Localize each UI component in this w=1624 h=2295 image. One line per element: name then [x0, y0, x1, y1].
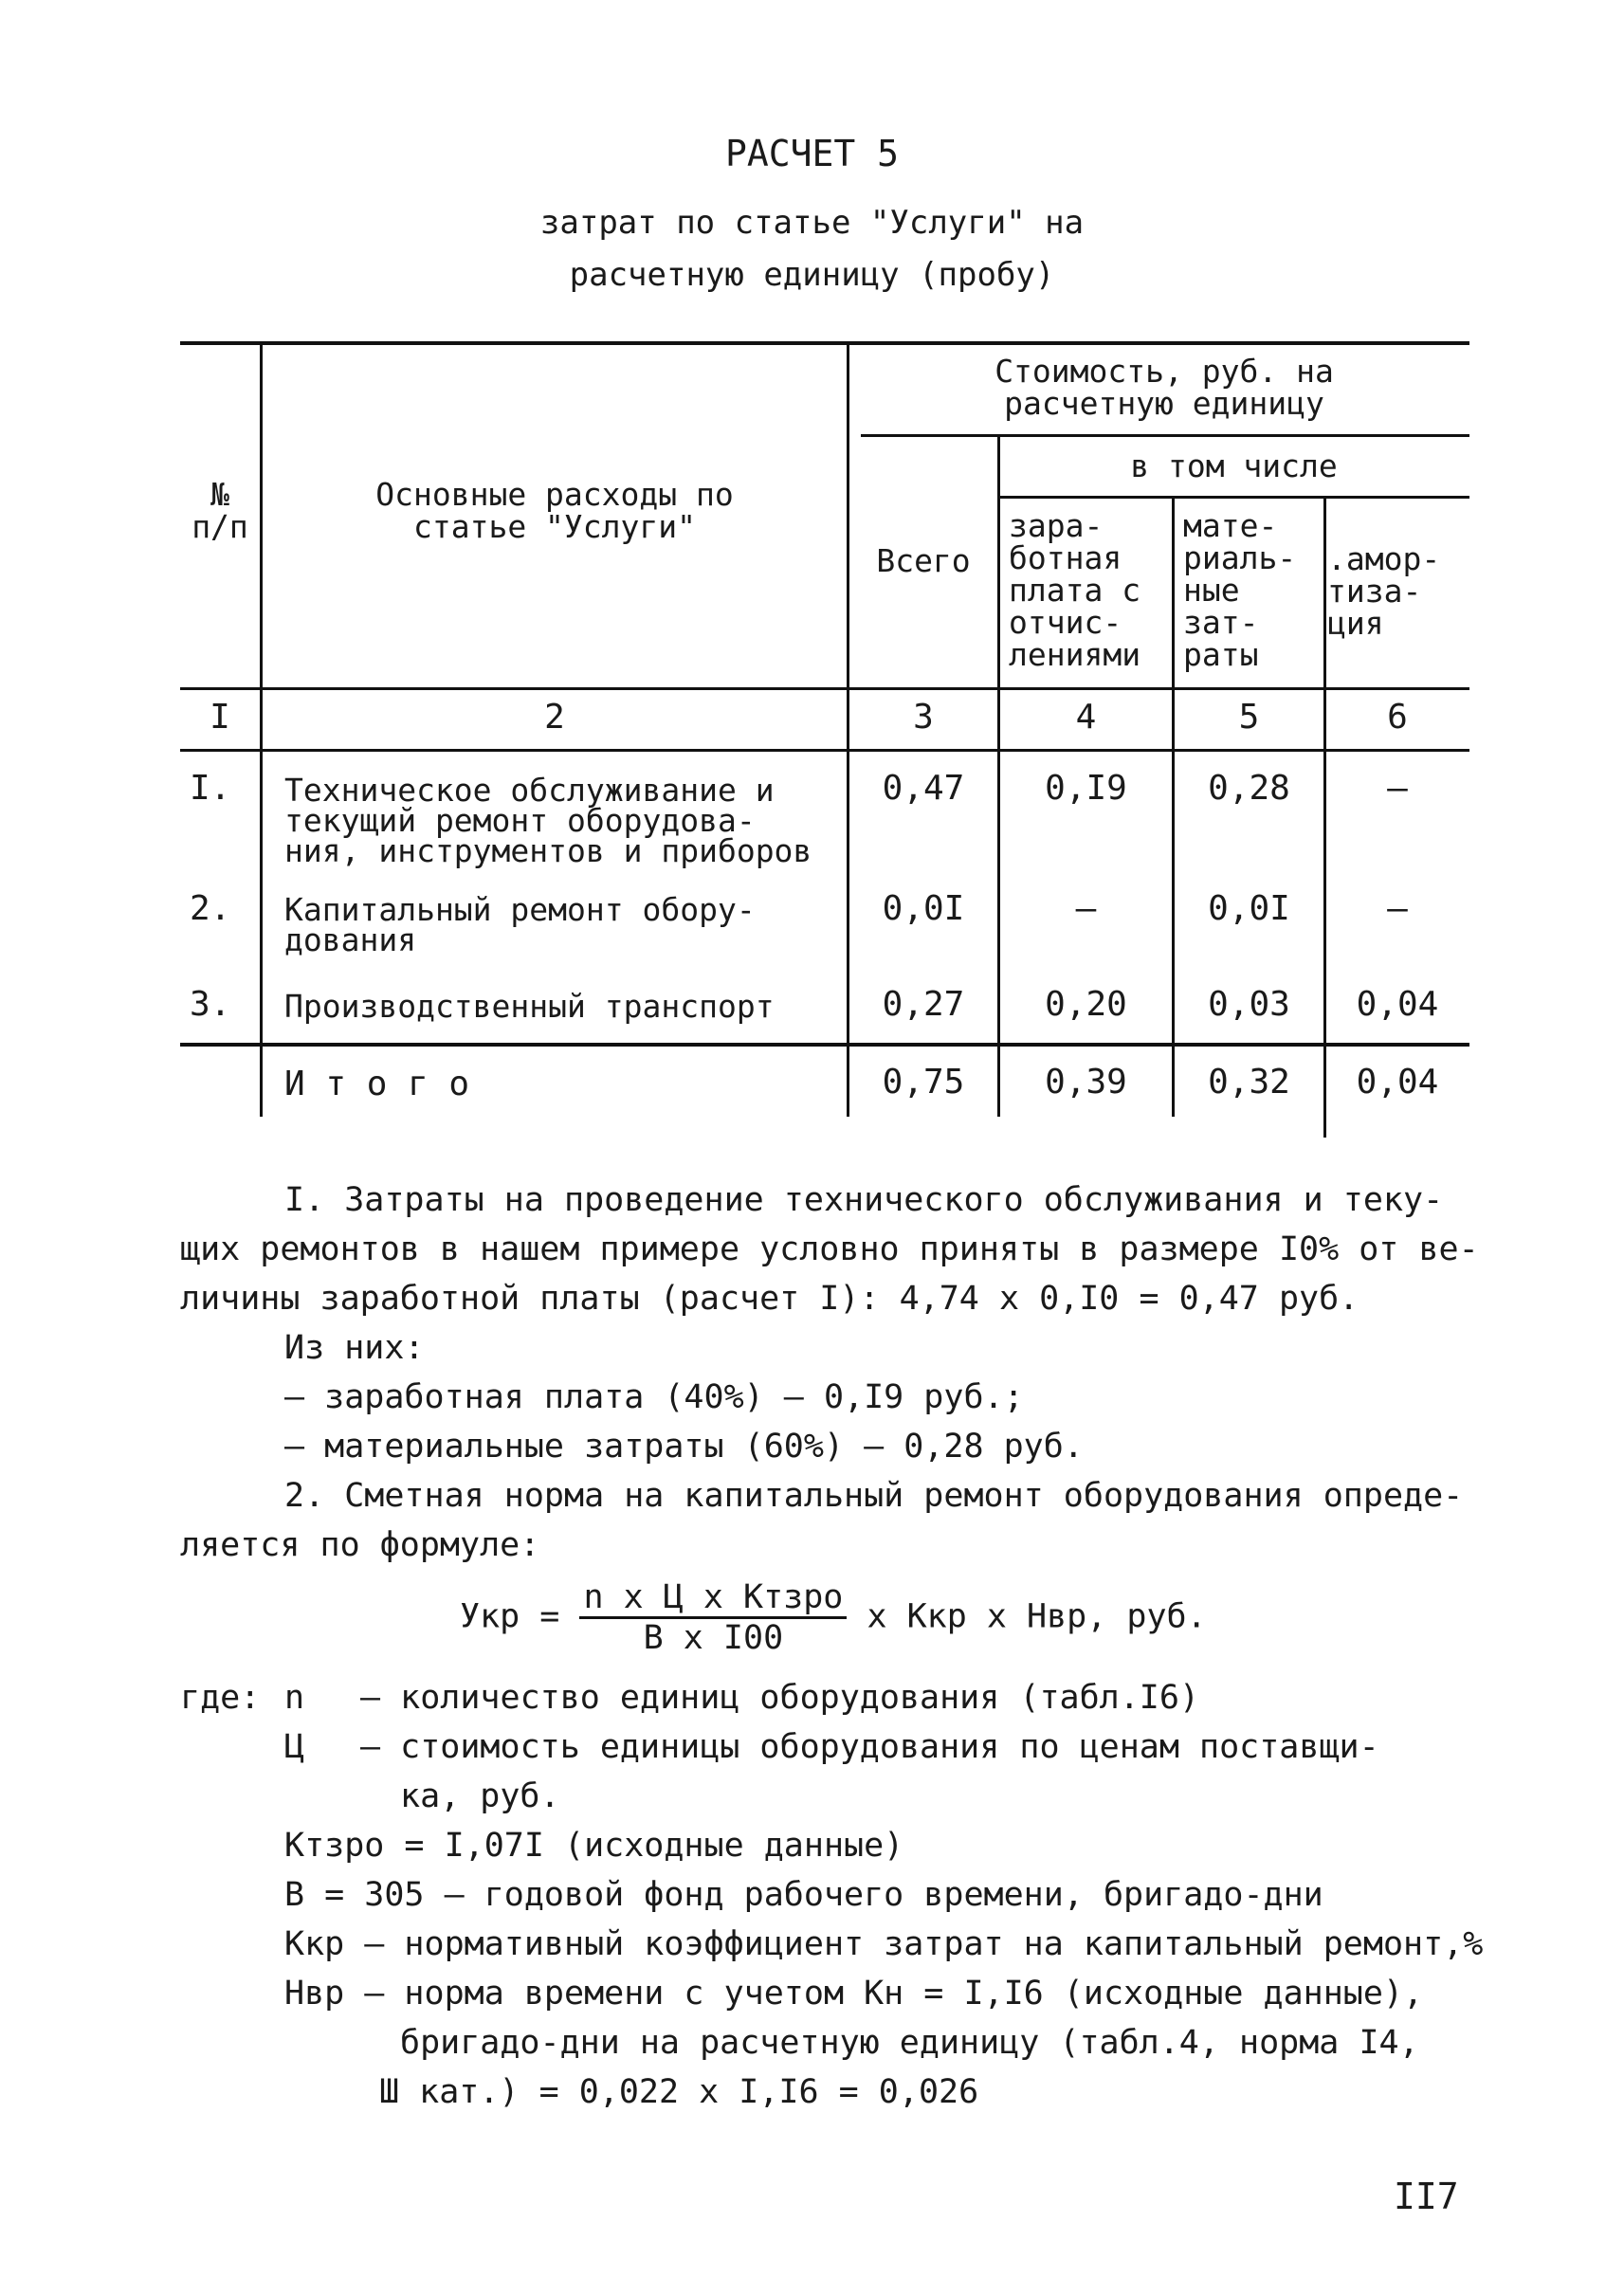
- def-b: В = 305 – годовой фонд рабочего времени, бригадо-дни: [284, 1876, 1323, 1914]
- row-material: 0,28: [1208, 769, 1290, 808]
- colnum-6: 6: [1387, 698, 1408, 737]
- paragraph-2-line-1: 2. Сметная норма на капитальный ремонт оборудования опреде-: [284, 1477, 1464, 1515]
- colnum-3: 3: [913, 698, 934, 737]
- total-label: И т о г о: [284, 1065, 470, 1103]
- def-n-symbol: n: [284, 1679, 305, 1717]
- header-total: Всего: [876, 542, 971, 579]
- def-c-text-2: ка, руб.: [400, 1777, 560, 1815]
- page-title: РАСЧЕТ 5: [724, 133, 900, 174]
- row-name: Капитальный ремонт обору- дования: [284, 891, 756, 958]
- defs-where-label: где:: [180, 1679, 261, 1717]
- def-n-text: – количество единиц оборудования (табл.I6): [360, 1679, 1200, 1717]
- row-salary: –: [1075, 889, 1097, 928]
- col-divider-4: [1172, 498, 1175, 1117]
- row-material: 0,03: [1208, 985, 1290, 1024]
- paragraph-2-line-2: ляется по формуле:: [180, 1526, 540, 1564]
- def-nvr-1: Нвр – норма времени с учетом Кн = I,I6 (исходные данные),: [284, 1975, 1424, 2013]
- formula-rhs: х Ккр х Нвр, руб.: [867, 1597, 1207, 1636]
- header-material: мате- риаль- ные зат- раты: [1183, 507, 1297, 673]
- total-material: 0,32: [1208, 1063, 1290, 1102]
- colnum-2: 2: [544, 698, 565, 737]
- formula-lhs: Укр =: [460, 1597, 560, 1636]
- row-number: 3.: [190, 985, 231, 1024]
- paragraph-1-line-3: личины заработной платы (расчет I): 4,74 х 0,I0 = 0,47 руб.: [180, 1280, 1359, 1318]
- paragraph-1-line-2: щих ремонтов в нашем примере условно приняты в размере I0% от ве-: [180, 1230, 1479, 1268]
- header-no: № п/п: [192, 476, 248, 545]
- including-divider: [1000, 496, 1469, 499]
- def-ktzro: Ктзро = I,07I (исходные данные): [284, 1827, 904, 1865]
- row-amortization: –: [1387, 769, 1408, 808]
- page-number: II7: [1394, 2176, 1459, 2217]
- cost-header-divider: [861, 434, 1469, 437]
- row-amortization: 0,04: [1356, 985, 1439, 1024]
- table-top-border: [180, 341, 1469, 345]
- def-kkr: Ккр – нормативный коэффициент затрат на капитальный ремонт,%: [284, 1925, 1484, 1963]
- colnum-bottom-border: [180, 749, 1469, 752]
- row-salary: 0,I9: [1045, 769, 1127, 808]
- header-amortization: .амор- тиза- ция: [1327, 540, 1441, 642]
- colnum-4: 4: [1075, 698, 1097, 737]
- colnum-5: 5: [1238, 698, 1260, 737]
- row-total: 0,27: [882, 985, 965, 1024]
- row-name: Производственный транспорт: [284, 988, 775, 1025]
- row-number: I.: [190, 769, 231, 808]
- subtitle-line-2: расчетную единицу (пробу): [569, 256, 1055, 294]
- row-total: 0,0I: [882, 889, 965, 928]
- row-material: 0,0I: [1208, 889, 1290, 928]
- total-sum: 0,75: [882, 1063, 965, 1102]
- formula: [460, 1578, 1207, 1657]
- paragraph-1-line-5: – заработная плата (40%) – 0,I9 руб.;: [284, 1378, 1024, 1416]
- col-divider-1: [260, 341, 263, 1117]
- formula-denominator: В х I00: [643, 1619, 784, 1657]
- paragraph-1-line-1: I. Затраты на проведение технического обслуживания и теку-: [284, 1181, 1444, 1219]
- col-divider-5: [1323, 498, 1326, 1138]
- row-name: Техническое обслуживание и текущий ремонт оборудова- ния, инструментов и приборов: [284, 772, 812, 869]
- def-c-text-1: – стоимость единицы оборудования по ценам поставщи-: [360, 1728, 1379, 1766]
- def-nvr-3: Ш кат.) = 0,022 х I,I6 = 0,026: [379, 2073, 979, 2111]
- row-total: 0,47: [882, 769, 965, 808]
- header-expense-name: Основные расходы по статье "Услуги": [375, 476, 734, 545]
- colnum-1: I: [210, 698, 230, 737]
- header-bottom-border: [180, 687, 1469, 690]
- header-cost: Стоимость, руб. на расчетную единицу: [994, 353, 1334, 422]
- header-salary: зара- ботная плата с отчис- лениями: [1009, 507, 1141, 673]
- formula-fraction: [579, 1578, 847, 1657]
- body-bottom-border: [180, 1043, 1469, 1047]
- subtitle-line-1: затрат по статье "Услуги" на: [539, 204, 1085, 242]
- formula-numerator: n х Ц х Ктзро: [579, 1578, 847, 1619]
- total-amortization: 0,04: [1356, 1063, 1439, 1102]
- paragraph-1-line-6: – материальные затраты (60%) – 0,28 руб.: [284, 1428, 1084, 1466]
- paragraph-1-line-4: Из них:: [284, 1329, 425, 1367]
- row-amortization: –: [1387, 889, 1408, 928]
- header-including: в том числе: [1130, 447, 1338, 484]
- row-salary: 0,20: [1045, 985, 1127, 1024]
- total-salary: 0,39: [1045, 1063, 1127, 1102]
- def-nvr-2: бригадо-дни на расчетную единицу (табл.4, норма I4,: [400, 2024, 1419, 2062]
- row-number: 2.: [190, 889, 231, 928]
- def-c-symbol: Ц: [284, 1728, 305, 1766]
